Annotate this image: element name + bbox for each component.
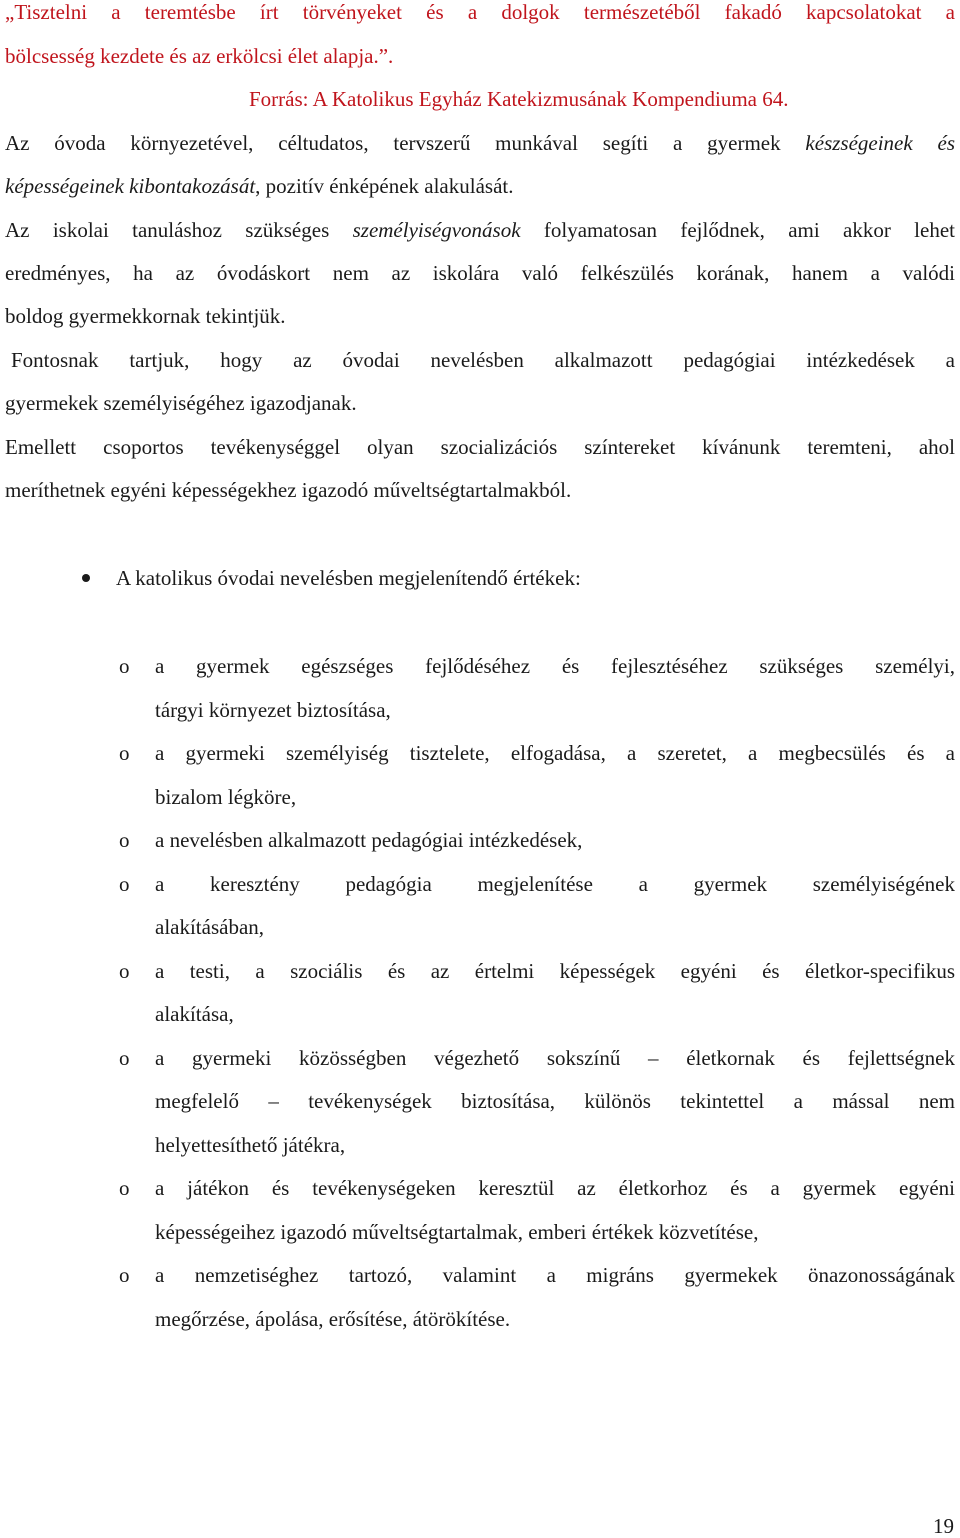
p2-text-a2: folyamatosan fejlődnek, ami akkor lehet [520, 218, 955, 242]
values-heading [82, 566, 581, 590]
quote-line-1: „Tisztelni a teremtésbe írt törvényeket és a dolgok természetéből fakadó kapcsolatokat a [5, 0, 955, 24]
list-item-line: a gyermeki közösségben végezhető sokszínű – életkornak és fejlettségnek [155, 1045, 955, 1070]
list-item-marker: o [119, 741, 130, 765]
list-item-line: megfelelő – tevékenységek biztosítása, különös tekintettel a mással nem [155, 1089, 955, 1113]
list-item-marker: o [119, 1045, 130, 1070]
list-item-line: a nemzetiséghez tartozó, valamint a migráns gyermekek önazonosságának [155, 1263, 955, 1287]
p2-text-a: Az iskolai tanuláshoz szükséges [5, 218, 353, 242]
list-item-marker: o [119, 654, 130, 678]
page-number: 19 [933, 1514, 954, 1538]
p2-emphasis: személyiségvonások [352, 218, 521, 242]
values-heading-text: A katolikus óvodai nevelésben megjelenítendő értékek: [116, 566, 581, 590]
list-item-line: alakításában, [155, 915, 265, 939]
p1-text-b: , pozitív énképének alakulását. [255, 174, 514, 198]
p1-emphasis-a: készségeinek és [805, 131, 955, 155]
list-item-line: a gyermeki személyiség tisztelete, elfogadása, a szeretet, a megbecsülés és a [155, 741, 955, 765]
bullet-icon [82, 574, 90, 582]
paragraph-3-line-1: Fontosnak tartjuk, hogy az óvodai nevelésben alkalmazott pedagógiai intézkedések a [11, 348, 955, 372]
list-item-line: képességeihez igazodó műveltségtartalmak, emberi értékek közvetítése, [155, 1219, 759, 1244]
list-item-marker: o [119, 1263, 130, 1287]
paragraph-4-line-1: Emellett csoportos tevékenységgel olyan szocializációs színtereket kívánunk teremteni, ahol [5, 435, 955, 459]
list-item-line: a játékon és tevékenységeken keresztül az életkorhoz és a gyermek egyéni [155, 1176, 955, 1200]
paragraph-2-line-3: boldog gyermekkornak tekintjük. [5, 304, 286, 328]
paragraph-3-line-2: gyermekek személyiségéhez igazodjanak. [5, 391, 357, 415]
list-item-line: megőrzése, ápolása, erősítése, átörökítése. [155, 1306, 511, 1331]
quote-source: Forrás: A Katolikus Egyház Katekizmusának Kompendiuma 64. [249, 87, 789, 111]
quote-line-2: bölcsesség kezdete és az erkölcsi élet alapja.”. [5, 44, 394, 68]
paragraph-1-line-2 [5, 174, 955, 198]
list-item-line: a keresztény pedagógia megjelenítése a gyermek személyiségének [155, 871, 955, 896]
list-item-marker: o [119, 871, 130, 896]
p1-text-a: Az óvoda környezetével, céltudatos, tervszerű munkával segíti a gyermek [5, 131, 806, 155]
list-item-line: a gyermek egészséges fejlődéséhez és fejlesztéséhez szükséges személyi, [155, 654, 955, 678]
list-item-line: tárgyi környezet biztosítása, [155, 697, 391, 722]
p1-emphasis-b: képességeinek kibontakozását [5, 174, 256, 198]
paragraph-4-line-2: meríthetnek egyéni képességekhez igazodó műveltségtartalmakból. [5, 478, 572, 502]
list-item-line: a nevelésben alkalmazott pedagógiai intézkedések, [155, 828, 583, 852]
paragraph-1-line-1 [5, 131, 955, 155]
list-item-marker: o [119, 828, 130, 852]
list-item-line: a testi, a szociális és az értelmi képességek egyéni és életkor-specifikus [155, 958, 955, 983]
paragraph-2-line-2: eredményes, ha az óvodáskort nem az iskolára való felkészülés korának, hanem a valódi [5, 261, 955, 285]
list-item-line: alakítása, [155, 1002, 234, 1026]
list-item-marker: o [119, 1176, 130, 1200]
list-item-line: bizalom légköre, [155, 784, 297, 809]
list-item-line: helyettesíthető játékra, [155, 1132, 346, 1157]
list-item-marker: o [119, 958, 130, 983]
paragraph-2-line-1 [5, 218, 955, 242]
